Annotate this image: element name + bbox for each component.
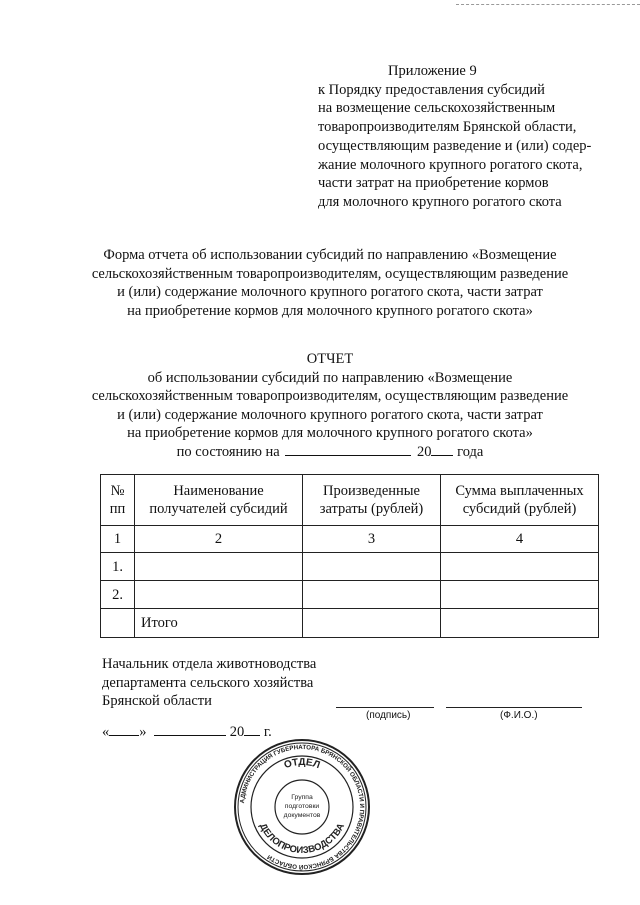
name-caption: (Ф.И.О.) <box>500 710 538 721</box>
year-blank[interactable] <box>431 443 453 456</box>
stamp-center-line: Группа <box>291 794 313 801</box>
year-prefix: 20 <box>229 724 245 740</box>
table-row <box>101 553 599 581</box>
table-cell[interactable] <box>303 581 441 609</box>
signer-title-line: Начальник отдела животноводства <box>102 656 317 672</box>
signature-block <box>102 655 316 711</box>
table-cell[interactable] <box>303 609 441 638</box>
table-cell <box>101 609 135 638</box>
name-line[interactable] <box>446 707 582 708</box>
column-number: 3 <box>303 526 441 553</box>
appendix-line: для молочного крупного рогатого скота <box>318 193 562 210</box>
table-cell[interactable] <box>135 581 303 609</box>
table-cell[interactable] <box>135 553 303 581</box>
report-title: ОТЧЕТ <box>306 351 354 367</box>
table-header-cell: № пп <box>101 475 135 526</box>
date-quote: « <box>102 724 110 740</box>
form-title <box>60 246 600 320</box>
report-line: и (или) содержание молочного крупного рогатого скота, части затрат <box>117 406 543 423</box>
appendix-line: осуществляющим разведение и (или) содер- <box>318 137 592 154</box>
form-title-line: и (или) содержание молочного крупного рогатого скота, части затрат <box>117 284 543 301</box>
day-blank[interactable] <box>109 723 139 736</box>
table-cell[interactable] <box>441 581 599 609</box>
signature-caption: (подпись) <box>366 710 411 721</box>
report-line: об использовании субсидий по направлению «Возмещение <box>147 369 513 386</box>
year-blank[interactable] <box>244 723 260 736</box>
table-header-cell: Сумма выплаченных субсидий (рублей) <box>441 475 599 526</box>
stamp-arc-top: ОТДЕЛ <box>282 756 322 772</box>
table-row <box>101 581 599 609</box>
form-title-line: сельскохозяйственным товаропроизводителям, осуществляющим разведение <box>91 265 569 282</box>
table-header-row <box>101 475 599 526</box>
report-table <box>100 474 599 638</box>
form-title-line: Форма отчета об использовании субсидий по направлению «Возмещение <box>103 247 557 263</box>
appendix-line: жание молочного крупного рогатого скота, <box>318 156 583 173</box>
month-blank[interactable] <box>154 723 226 736</box>
year-prefix: 20 <box>416 443 432 460</box>
report-line: сельскохозяйственным товаропроизводителям, осуществляющим разведение <box>91 388 569 405</box>
table-cell[interactable] <box>441 553 599 581</box>
table-header-cell: Наименование получателей субсидий <box>135 475 303 526</box>
form-title-line: на приобретение кормов для молочного крупного рогатого скота» <box>127 302 533 319</box>
date-quote: » <box>139 724 147 740</box>
row-number: 1. <box>101 553 135 581</box>
appendix-line: Приложение 9 <box>388 63 477 79</box>
table-cell[interactable] <box>441 609 599 638</box>
table-total-row <box>101 609 599 638</box>
report-line: на приобретение кормов для молочного крупного рогатого скота» <box>127 425 533 442</box>
report-date-line <box>60 443 600 462</box>
column-number: 4 <box>441 526 599 553</box>
official-stamp <box>232 737 372 877</box>
signer-title-line: департамента сельского хозяйства <box>102 674 314 691</box>
appendix-line: части затрат на приобретение кормов <box>318 175 549 192</box>
appendix-line: на возмещение сельскохозяйственным <box>318 100 556 117</box>
appendix-line: товаропроизводителям Брянской области, <box>318 119 577 136</box>
column-number: 2 <box>135 526 303 553</box>
total-label: Итого <box>135 609 303 638</box>
signature-line[interactable] <box>336 707 434 708</box>
appendix-line: к Порядку предоставления субсидий <box>318 81 545 98</box>
stamp-ring-text: АДМИНИСТРАЦИЯ ГУБЕРНАТОРА БРЯНСКОЙ ОБЛАСТИ И ПРАВИТЕЛЬСТВА БРЯНСКОЙ ОБЛАСТИ <box>239 743 366 871</box>
column-number: 1 <box>101 526 135 553</box>
row-number: 2. <box>101 581 135 609</box>
table-number-row <box>101 526 599 553</box>
year-suffix: года <box>457 443 484 460</box>
table-cell[interactable] <box>303 553 441 581</box>
stamp-center-line: подготовки <box>284 803 320 810</box>
table-header-cell: Произведенные затраты (рублей) <box>303 475 441 526</box>
as-of-label: по состоянию на <box>176 443 280 460</box>
page-corner-mark <box>456 0 640 5</box>
stamp-center-line: документов <box>283 812 321 819</box>
stamp-arc-bottom: ДЕЛОПРОИЗВОДСТВА <box>256 821 348 857</box>
report-heading <box>60 350 600 462</box>
year-suffix: г. <box>263 724 272 740</box>
date-blank[interactable] <box>285 443 411 456</box>
signer-title-line: Брянской области <box>102 693 212 710</box>
appendix-header <box>318 62 591 212</box>
